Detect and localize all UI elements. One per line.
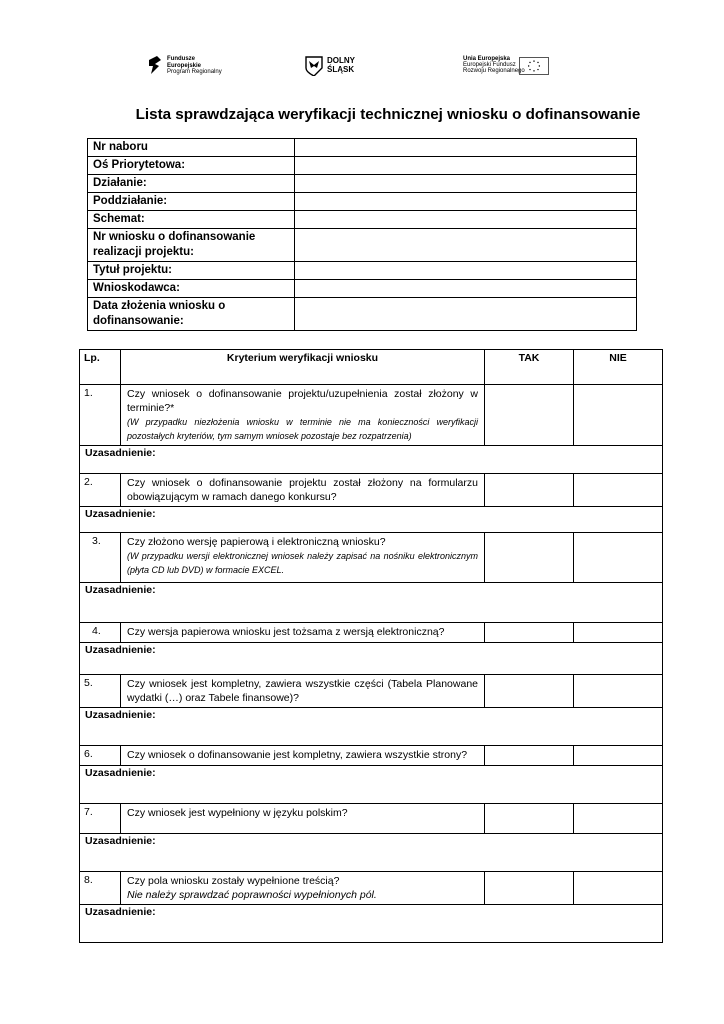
justification-label: Uzasadnienie: — [85, 709, 156, 721]
info-row — [88, 229, 637, 262]
logo-ds-line2: ŚLĄSK — [327, 64, 355, 74]
logo-ue-line2: Europejski Fundusz — [463, 62, 516, 69]
nie-checkbox-cell[interactable] — [574, 675, 663, 708]
criterion-number: 2. — [80, 474, 121, 507]
criterion-number: 8. — [80, 872, 121, 905]
info-value-field[interactable] — [295, 229, 637, 262]
tak-checkbox-cell[interactable] — [485, 746, 574, 766]
header-logos — [0, 52, 724, 82]
criterion-row — [80, 533, 663, 583]
info-row — [88, 157, 637, 175]
col-lp-header: Lp. — [80, 350, 121, 385]
tak-checkbox-cell[interactable] — [485, 623, 574, 643]
info-value-field[interactable] — [295, 175, 637, 193]
info-label: Wnioskodawca: — [88, 280, 295, 298]
nie-checkbox-cell[interactable] — [574, 474, 663, 507]
tak-checkbox-cell[interactable] — [485, 804, 574, 834]
info-row — [88, 262, 637, 280]
info-value-field[interactable] — [295, 280, 637, 298]
info-row — [88, 139, 637, 157]
criterion-row — [80, 804, 663, 834]
nie-checkbox-cell[interactable] — [574, 385, 663, 446]
info-label: Schemat: — [88, 211, 295, 229]
logo-ue-line1: Unia Europejska — [463, 56, 511, 62]
logo-ds-line1: DOLNY — [327, 56, 355, 65]
criterion-row — [80, 746, 663, 766]
info-label: Poddziałanie: — [88, 193, 295, 211]
eagle-crest-icon — [305, 56, 323, 76]
justification-row — [80, 446, 663, 474]
justification-label: Uzasadnienie: — [85, 447, 156, 459]
justification-label: Uzasadnienie: — [85, 644, 156, 656]
info-row — [88, 280, 637, 298]
justification-field[interactable] — [80, 643, 663, 675]
criterion-cell — [121, 675, 485, 708]
criterion-row — [80, 385, 663, 446]
justification-label: Uzasadnienie: — [85, 835, 156, 847]
info-label: Data złożenia wniosku o dofinansowanie: — [88, 298, 295, 331]
justification-label: Uzasadnienie: — [85, 767, 156, 779]
criterion-text: Czy wniosek jest kompletny, zawiera wszystkie części (Tabela Planowane wydatki (…) oraz Tabele finansowe)? — [127, 678, 478, 704]
info-row — [88, 298, 637, 331]
application-info-table — [87, 138, 637, 331]
criterion-text: Czy wniosek o dofinansowanie projektu został złożony na formularzu obowiązującym w ramach danego konkursu? — [127, 477, 478, 503]
tak-checkbox-cell[interactable] — [485, 872, 574, 905]
justification-field[interactable] — [80, 834, 663, 872]
justification-row — [80, 766, 663, 804]
dolny-slask-logo — [305, 55, 375, 79]
tak-checkbox-cell[interactable] — [485, 474, 574, 507]
fe-star-icon — [147, 54, 163, 76]
criterion-cell — [121, 533, 485, 583]
criterion-number: 3. — [80, 533, 121, 583]
criterion-note: (W przypadku niezłożenia wniosku w terminie nie ma konieczności weryfikacji pozostałych kryteriów, tym samym wniosek pozostaje bez rozpatrzenia) — [127, 417, 478, 441]
info-value-field[interactable] — [295, 139, 637, 157]
justification-field[interactable] — [80, 507, 663, 533]
info-value-field[interactable] — [295, 193, 637, 211]
logo-ue-line3: Rozwoju Regionalnego — [463, 68, 525, 75]
justification-row — [80, 583, 663, 623]
criterion-cell — [121, 385, 485, 446]
info-row — [88, 175, 637, 193]
criterion-text: Czy wniosek o dofinansowanie jest kompletny, zawiera wszystkie strony? — [127, 749, 468, 761]
col-tak-header: TAK — [485, 350, 574, 385]
info-label: Działanie: — [88, 175, 295, 193]
justification-field[interactable] — [80, 766, 663, 804]
criterion-row — [80, 675, 663, 708]
criterion-row — [80, 623, 663, 643]
criteria-header-row — [80, 350, 663, 385]
justification-field[interactable] — [80, 446, 663, 474]
info-label: Nr wniosku o dofinansowanie realizacji projektu: — [88, 229, 295, 262]
justification-row — [80, 834, 663, 872]
justification-label: Uzasadnienie: — [85, 584, 156, 596]
unia-europejska-logo — [463, 56, 563, 80]
tak-checkbox-cell[interactable] — [485, 533, 574, 583]
criterion-number: 4. — [80, 623, 121, 643]
info-label: Oś Priorytetowa: — [88, 157, 295, 175]
col-criterion-header: Kryterium weryfikacji wniosku — [121, 350, 485, 385]
info-row — [88, 193, 637, 211]
justification-field[interactable] — [80, 583, 663, 623]
criterion-cell — [121, 804, 485, 834]
justification-label: Uzasadnienie: — [85, 906, 156, 918]
criterion-text: Czy pola wniosku zostały wypełnione treścią? — [127, 875, 340, 887]
criterion-text: Czy wniosek o dofinansowanie projektu/uzupełnienia został złożony w terminie?* — [127, 388, 478, 414]
justification-row — [80, 643, 663, 675]
nie-checkbox-cell[interactable] — [574, 533, 663, 583]
logo-fe-line1: Fundusze — [167, 56, 195, 62]
tak-checkbox-cell[interactable] — [485, 675, 574, 708]
criterion-number: 6. — [80, 746, 121, 766]
criterion-cell — [121, 746, 485, 766]
tak-checkbox-cell[interactable] — [485, 385, 574, 446]
eu-flag-icon — [519, 57, 549, 75]
nie-checkbox-cell[interactable] — [574, 872, 663, 905]
criterion-cell — [121, 872, 485, 905]
col-nie-header: NIE — [574, 350, 663, 385]
justification-field[interactable] — [80, 708, 663, 746]
document-title: Lista sprawdzająca weryfikacji technicznej wniosku o dofinansowanie — [135, 106, 641, 123]
nie-checkbox-cell[interactable] — [574, 746, 663, 766]
criterion-note: (W przypadku wersji elektronicznej wniosek należy zapisać na nośniku elektronicznym (płyta CD lub DVD) w formacie EXCEL. — [127, 551, 478, 575]
criterion-text: Czy wersja papierowa wniosku jest tożsama z wersją elektroniczną? — [127, 626, 445, 638]
justification-row — [80, 507, 663, 533]
justification-label: Uzasadnienie: — [85, 508, 156, 520]
criterion-note: Nie należy sprawdzać poprawności wypełnionych pól. — [127, 889, 377, 901]
justification-row — [80, 905, 663, 943]
info-value-field[interactable] — [295, 298, 637, 331]
criterion-number: 7. — [80, 804, 121, 834]
info-value-field[interactable] — [295, 211, 637, 229]
info-value-field[interactable] — [295, 157, 637, 175]
justification-row — [80, 708, 663, 746]
logo-fe-line2: Europejskie — [167, 62, 202, 69]
justification-field[interactable] — [80, 905, 663, 943]
fundusze-europejskie-logo — [147, 54, 227, 78]
criterion-number: 5. — [80, 675, 121, 708]
nie-checkbox-cell[interactable] — [574, 623, 663, 643]
criteria-table — [79, 349, 663, 943]
criterion-cell — [121, 474, 485, 507]
criterion-row — [80, 474, 663, 507]
info-label: Tytuł projektu: — [88, 262, 295, 280]
criterion-text: Czy wniosek jest wypełniony w języku polskim? — [127, 807, 348, 819]
nie-checkbox-cell[interactable] — [574, 804, 663, 834]
criterion-cell — [121, 623, 485, 643]
criterion-text: Czy złożono wersję papierową i elektroniczną wniosku? — [127, 536, 386, 548]
info-label: Nr naboru — [88, 139, 295, 157]
info-value-field[interactable] — [295, 262, 637, 280]
info-row — [88, 211, 637, 229]
logo-fe-line3: Program Regionalny — [167, 69, 222, 75]
criterion-number: 1. — [80, 385, 121, 446]
criterion-row — [80, 872, 663, 905]
